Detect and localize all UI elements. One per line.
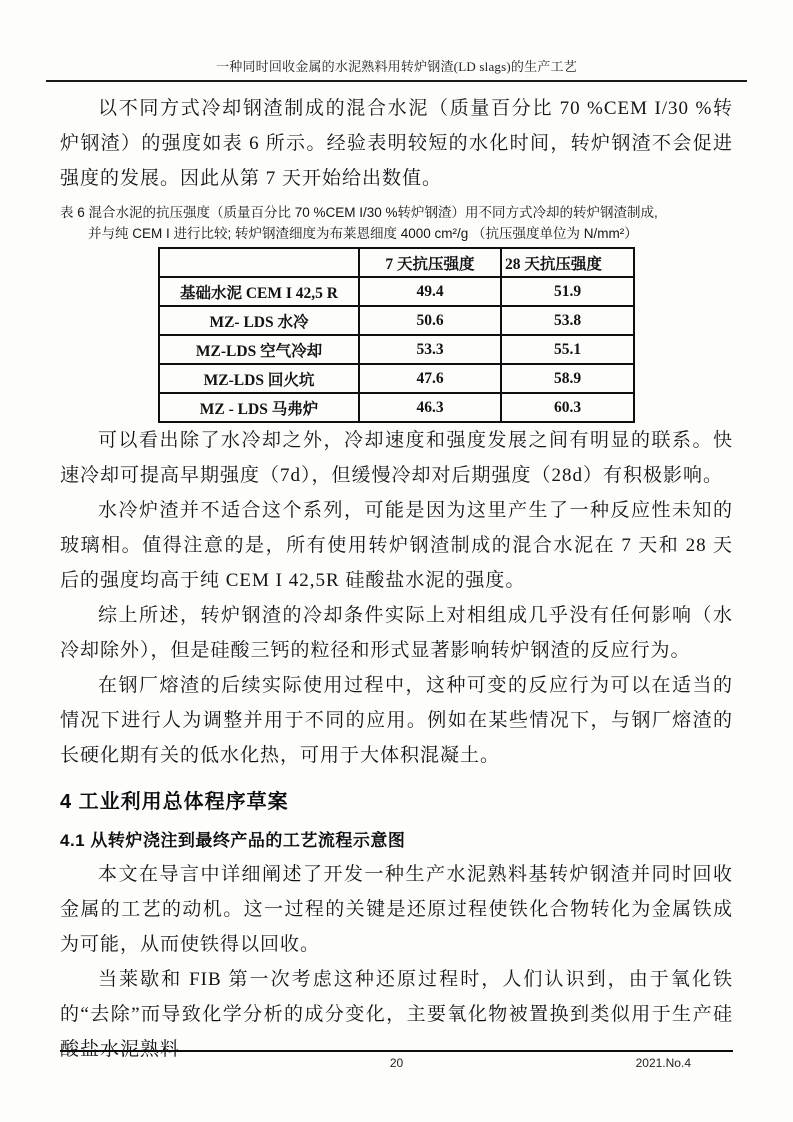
row-value-7day: 49.4 <box>359 277 501 306</box>
row-value-28day: 51.9 <box>501 277 634 306</box>
table-caption-line2: 并与纯 CEM I 进行比较; 转炉钢渣细度为布莱恩细度 4000 cm²/g （抗压强度单位为 N/mm²） <box>88 226 638 241</box>
table-row <box>159 364 634 393</box>
row-value-28day: 55.1 <box>501 335 634 364</box>
row-label: MZ - LDS 马弗炉 <box>159 393 359 422</box>
row-value-28day: 58.9 <box>501 364 634 393</box>
table-row <box>159 277 634 306</box>
paragraph-reduction: 当莱歇和 FIB 第一次考虑这种还原过程时，人们认识到，由于氧化铁的“去除”而导致化学分析的成分变化，主要氧化物被置换到类似用于生产硅酸盐水泥熟料 <box>60 969 733 1060</box>
paragraph-water-cooled: 水冷炉渣并不适合这个系列，可能是因为这里产生了一种反应性未知的玻璃相。值得注意的是，所有使用转炉钢渣制成的混合水泥在 7 天和 28 天后的强度均高于纯 CEM I 42,5R 硅酸盐水泥的强度。 <box>60 500 733 591</box>
row-value-7day: 46.3 <box>359 393 501 422</box>
paragraph-summary: 综上所述，转炉钢渣的冷却条件实际上对相组成几乎没有任何影响（水冷却除外），但是硅酸三钙的粒径和形式显著影响转炉钢渣的反应行为。 <box>60 605 733 661</box>
table-caption <box>60 202 733 244</box>
table-header <box>159 248 634 277</box>
strength-table-body <box>159 277 634 422</box>
row-label: MZ-LDS 空气冷却 <box>159 335 359 364</box>
row-value-28day: 60.3 <box>501 393 634 422</box>
column-header-sample <box>159 248 359 277</box>
row-label: MZ-LDS 回火坑 <box>159 364 359 393</box>
table-header-row <box>159 248 634 277</box>
running-header <box>46 56 747 82</box>
section-4-1-heading: 4.1 从转炉浇注到最终产品的工艺流程示意图 <box>60 831 406 850</box>
row-value-7day: 53.3 <box>359 335 501 364</box>
compressive-strength-table <box>158 247 635 423</box>
row-value-7day: 47.6 <box>359 364 501 393</box>
column-header-7day: 7 天抗压强度 <box>359 248 501 277</box>
row-value-28day: 53.8 <box>501 306 634 335</box>
table-row <box>159 306 634 335</box>
document-title: 一种同时回收金属的水泥熟料用转炉钢渣(LD slags)的生产工艺 <box>216 59 577 74</box>
row-value-7day: 50.6 <box>359 306 501 335</box>
paragraph-intro: 以不同方式冷却钢渣制成的混合水泥（质量百分比 70 %CEM I/30 %转炉钢渣）的强度如表 6 所示。经验表明较短的水化时间，转炉钢渣不会促进强度的发展。因此从第 7 天开始给出数值。 <box>60 98 733 189</box>
section-4-heading: 4 工业利用总体程序草案 <box>60 791 289 813</box>
page-number: 20 <box>389 1056 404 1070</box>
row-label: 基础水泥 CEM I 42,5 R <box>159 277 359 306</box>
column-header-28day: 28 天抗压强度 <box>501 248 634 277</box>
table-row <box>159 393 634 422</box>
paragraph-motivation: 本文在导言中详细阐述了开发一种生产水泥熟料基转炉钢渣并同时回收金属的工艺的动机。这一过程的关键是还原过程使铁化合物转化为金属铁成为可能，从而使铁得以回收。 <box>60 864 733 955</box>
row-label: MZ- LDS 水冷 <box>159 306 359 335</box>
table-row <box>159 335 634 364</box>
paragraph-application: 在钢厂熔渣的后续实际使用过程中，这种可变的反应行为可以在适当的情况下进行人为调整并用于不同的应用。例如在某些情况下，与钢厂熔渣的长硬化期有关的低水化热，可用于大体积混凝土。 <box>60 675 733 766</box>
running-footer <box>60 1050 733 1074</box>
table-caption-line1: 表 6 混合水泥的抗压强度（质量百分比 70 %CEM I/30 %转炉钢渣）用不同方式冷却的转炉钢渣制成, <box>60 205 658 220</box>
issue-label: 2021.No.4 <box>635 1056 691 1070</box>
paragraph-observation: 可以看出除了水冷却之外，冷却速度和强度发展之间有明显的联系。快速冷却可提高早期强度（7d），但缓慢冷却对后期强度（28d）有积极影响。 <box>60 430 733 486</box>
